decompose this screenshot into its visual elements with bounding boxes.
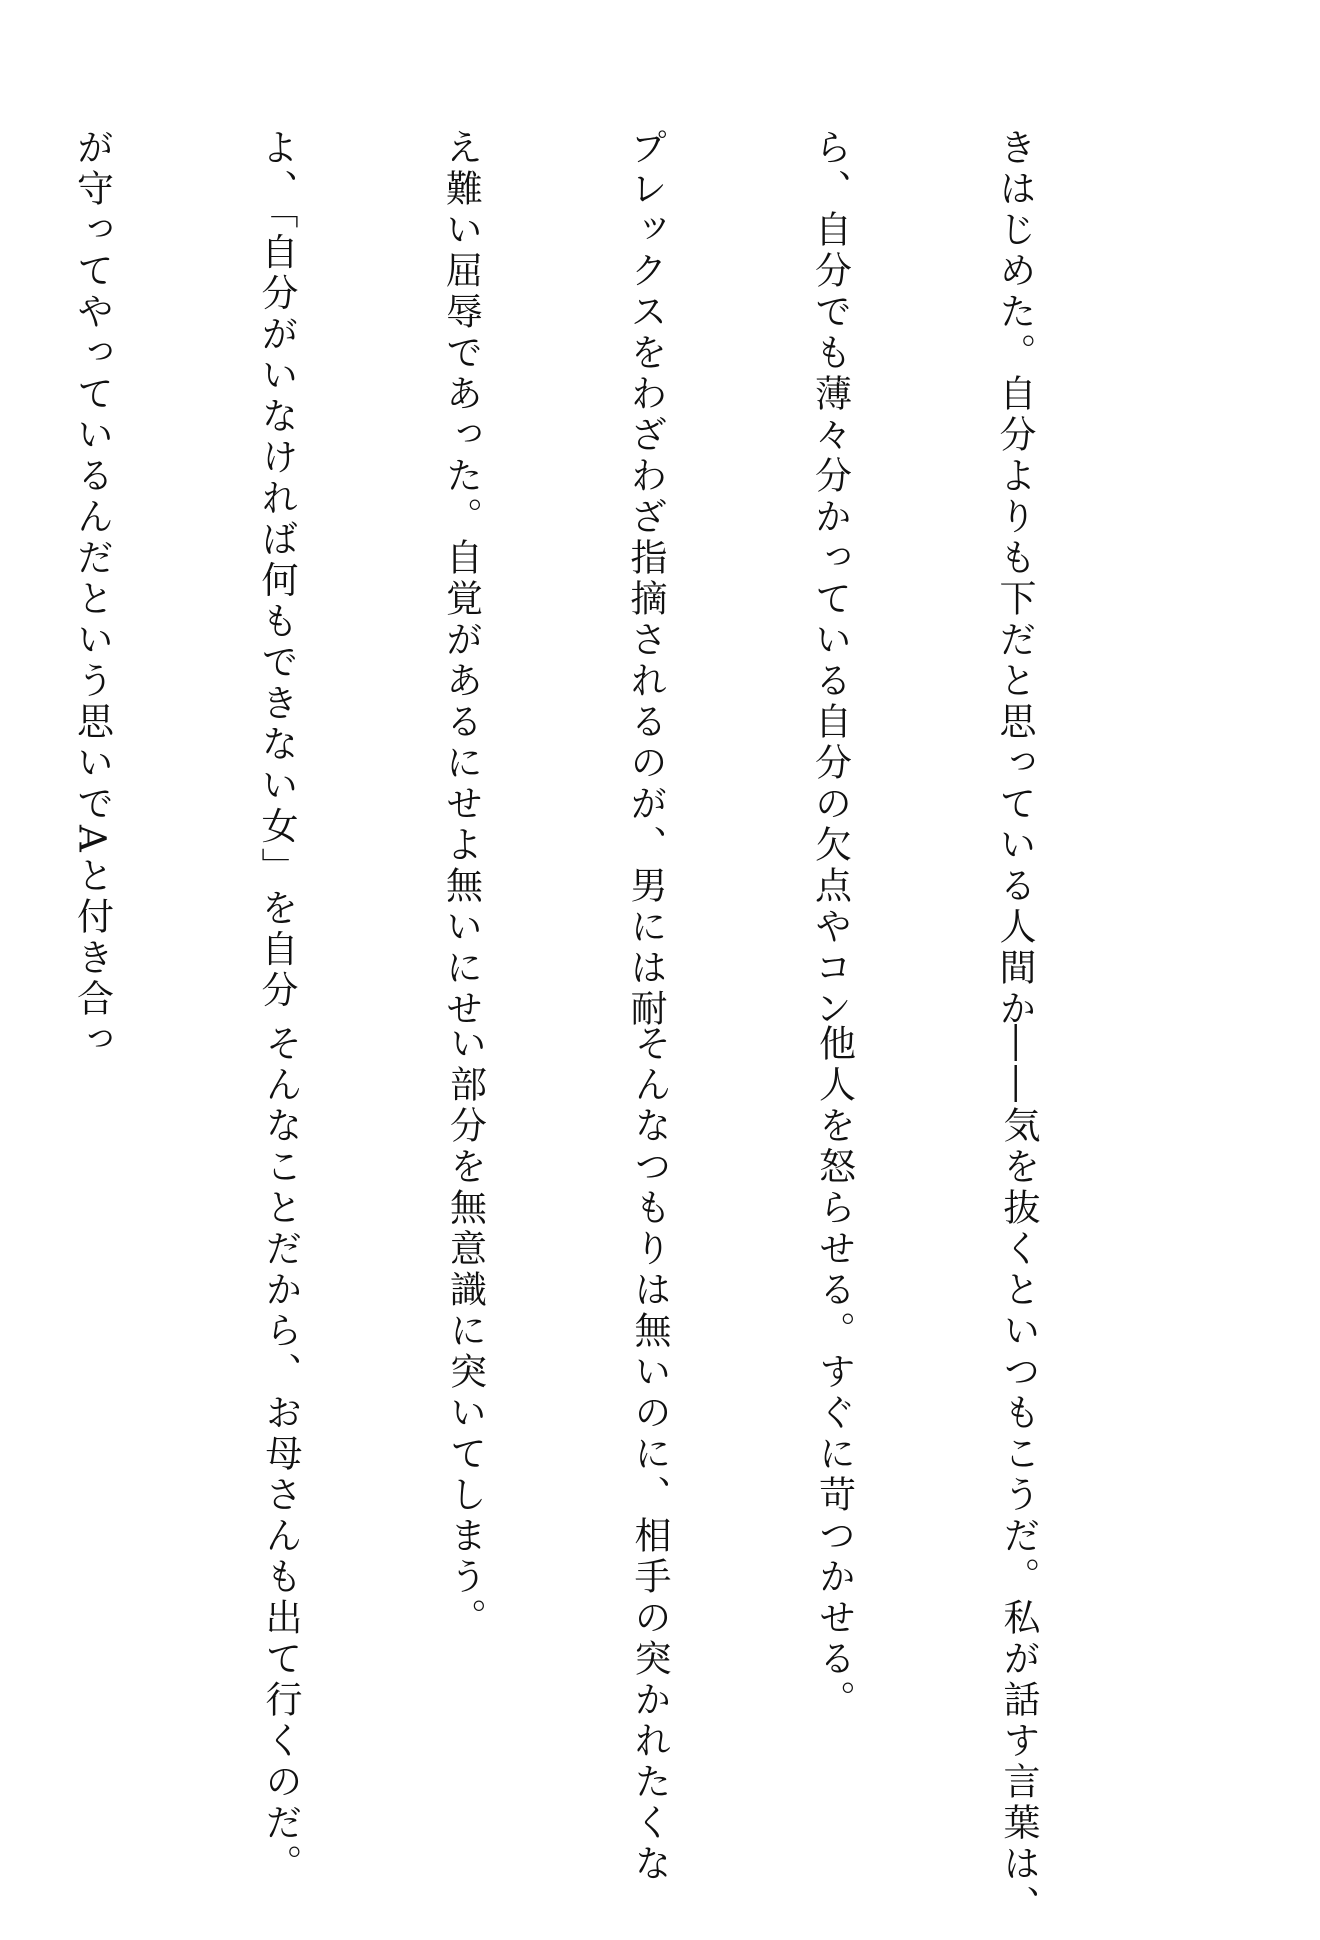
text-line: ――気を抜くといつもこうだ。私が話す言葉は、 xyxy=(997,1024,1040,1926)
bottom-text-block xyxy=(0,1024,1172,1926)
text-line: そんなことだから、お母さんも出て行くのだ。 xyxy=(259,1024,302,1885)
text-line: プレックスをわざわざ指摘されるのが、男には耐 xyxy=(624,128,667,1030)
text-line: え難い屈辱であった。自覚があるにせよ無いにせ xyxy=(439,128,483,1030)
text-line: 他人を怒らせる。すぐに苛つかせる。 xyxy=(812,1024,856,1721)
text-line: よ、「自分がいなければ何もできない女」を自分 xyxy=(255,128,298,1012)
text-line: ら、自分でも薄々分かっている自分の欠点やコン xyxy=(808,128,852,1030)
text-line: い部分を無意識に突いてしまう。 xyxy=(443,1024,487,1639)
top-text-block xyxy=(0,128,1168,1061)
text-line: そんなつもりは無いのに、相手の突かれたくな xyxy=(628,1024,671,1885)
text-line: きはじめた。自分よりも下だと思っている人間か xyxy=(993,128,1036,1030)
text-line: が守ってやっているんだという思いでAと付き合っ xyxy=(70,128,114,1061)
paragraph-gap xyxy=(65,1024,127,1864)
